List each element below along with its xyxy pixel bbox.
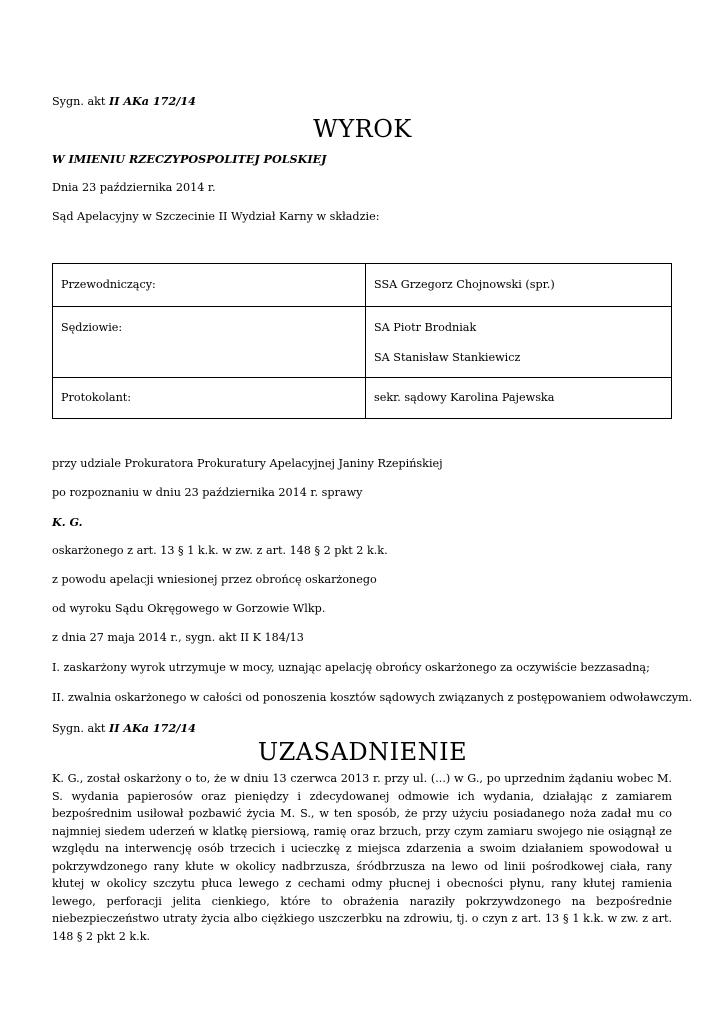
hearing-line: po rozpoznaniu w dniu 23 października 2014 r. sprawy — [52, 486, 363, 499]
clerk-value: sekr. sądowy Karolina Pajewska — [374, 391, 555, 404]
judgment-date: Dnia 23 października 2014 r. — [52, 181, 216, 194]
justification-paragraph: K. G., został oskarżony o to, że w dniu 13 czerwca 2013 r. przy ul. (...) w G., po uprzednim żądaniu wobec M. S. wydania papierosów oraz pieniędzy i zdecydowanej odmowie ich wydania, działając z zamiarem bezpośrednim usiłował pozbawić życia M. S., w ten sposób, że przy użyciu posiadanego noża zadał mu co najmniej siedem uderzeń w klatkę piersiową, ramię oraz brzuch, przy czym zamiaru swojego nie osiągnął ze względu na interwencję osób trzecich i ucieczkę z miejsca zdarzenia a swoim działaniem spowodował u pokrzywdzonego rany kłute w okolicy nadbrzusza, śródbrzusza na lewo od linii pośrodkowej ciała, rany kłutej w okolicy szczytu płuca lewego z cechami odmy płucnej i obecności płynu, rany kłutej ramienia lewego, perforacji jelita cienkiego, które to obrażenia naraziły pokrzywdzonego na bezpośrednie niebezpieczeństwo utraty życia albo ciężkiego uszczerbku na zdrowiu, tj. o czyn z art. 13 § 1 k.k. w zw. z art. 148 § 2 pkt 2 k.k. — [52, 772, 672, 943]
prosecutor-line: przy udziale Prokuratora Prokuratury Apelacyjnej Janiny Rzepińskiej — [52, 457, 443, 470]
chair-value: SSA Grzegorz Chojnowski (spr.) — [374, 278, 555, 291]
ruling-point-2: II. zwalnia oskarżonego w całości od ponoszenia kosztów sądowych związanych z postępowaniem odwoławczym. — [52, 691, 693, 704]
in-name-of-republic: W IMIENIU RZECZYPOSPOLITEJ POLSKIEJ — [52, 152, 327, 166]
judge-1: SA Piotr Brodniak — [374, 321, 477, 334]
judge-2: SA Stanisław Stankiewicz — [374, 351, 521, 364]
justification-case-number: II AKa 172/14 — [108, 721, 196, 735]
ruling-point-1: I. zaskarżony wyrok utrzymuje w mocy, uznając apelację obrońcy oskarżonego za oczywiście bezzasadną; — [52, 661, 650, 674]
defendant-name: K. G. — [52, 515, 83, 529]
lower-court-line: od wyroku Sądu Okręgowego w Gorzowie Wlkp. — [52, 602, 326, 615]
case-signature-prefix: Sygn. akt — [52, 95, 109, 108]
charge-line: oskarżonego z art. 13 § 1 k.k. w zw. z art. 148 § 2 pkt 2 k.k. — [52, 544, 388, 557]
justification-title: UZASADNIENIE — [257, 738, 468, 766]
court-composition-intro: Sąd Apelacyjny w Szczecinie II Wydział Karny w składzie: — [52, 210, 380, 223]
appeal-line: z powodu apelacji wniesionej przez obrońcę oskarżonego — [52, 573, 377, 586]
case-signature — [52, 94, 196, 109]
lower-judgment-date: z dnia 27 maja 2014 r., sygn. akt II K 184/13 — [52, 631, 304, 644]
judges-label: Sędziowie: — [61, 321, 123, 334]
justification-signature — [52, 721, 196, 736]
court-composition-table — [52, 263, 672, 419]
table-row — [53, 264, 672, 307]
chair-label: Przewodniczący: — [61, 278, 156, 291]
table-row — [53, 378, 672, 419]
clerk-label: Protokolant: — [61, 391, 132, 404]
case-number: II AKa 172/14 — [108, 94, 196, 108]
justification-signature-prefix: Sygn. akt — [52, 722, 109, 735]
table-row — [53, 307, 672, 378]
judgment-title: WYROK — [313, 115, 412, 143]
